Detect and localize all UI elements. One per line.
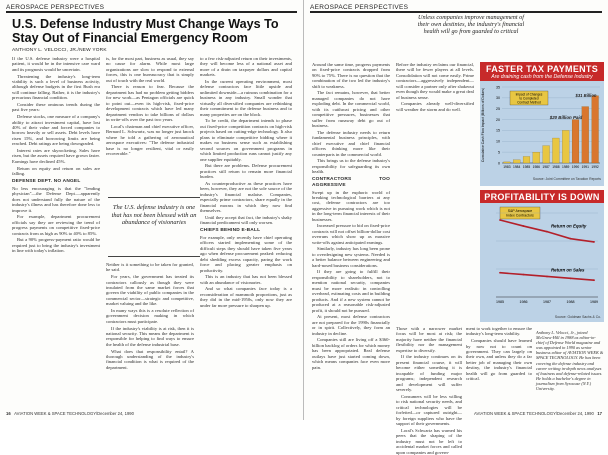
section-header xyxy=(6,3,297,13)
x-tick-label: 1986 xyxy=(519,300,528,304)
tax-payments-chart xyxy=(480,62,604,186)
paragraph: Local's chairman and chief executive officer, Bernard L. Schwartz, was no longer just knock where he told a gathering of aeronautical aerospace executives: "The defense industrial base is no longer resilient, vital or easily recoverable." xyxy=(106,123,194,157)
y-tick-label: 0 xyxy=(498,161,500,166)
paragraph: In many ways this is a resolute reflection of government decision making in which contractors must participate. xyxy=(106,308,194,324)
paragraph: To be credit, the department intends to phase out fixed-price competition contracts on high-risk projects based on cutting-edge technology. It also plans to eliminate competitive bidding where it makes no business sense such as establishing second sources on government programs in which limited production runs cannot justify any one supplier equitably. xyxy=(200,118,292,162)
x-tick-label: 1985 xyxy=(522,165,531,169)
paragraph: Increased pressure to bid on fixed-price contracts will not offset billion-dollar cost overruns which show up as massive write-offs against anticipated earnings. xyxy=(312,223,390,245)
paragraph: No less encouraging is that the "lending physician"—the Defense Dept.—apparently does not understand fully the nature of the industry's illness and has therefore done less to improve it. xyxy=(12,185,100,213)
column-2-top xyxy=(106,56,194,194)
y-tick-label: 10 xyxy=(496,139,500,144)
x-tick-label: 1991 xyxy=(581,165,589,169)
series-point xyxy=(570,277,572,279)
publication-line: AVIATION WEEK & SPACE TECHNOLOGY/December 24, 1990 xyxy=(14,411,134,416)
bar xyxy=(503,162,510,163)
series-point xyxy=(546,231,548,233)
paragraph: Swept up in the euphoric world of breaking technological barriers at any cost, defense contractors are too aggressive in pursuing work which is not in the long-term financial interests of their businesses. xyxy=(312,189,390,222)
y-tick-label: 35 xyxy=(496,85,500,90)
article-headline: U.S. Defense Industry Must Change Ways To Stay Out of Financial Emergency Room xyxy=(12,17,279,45)
series-label: Return on Equity xyxy=(551,223,587,229)
paragraph: Companies already well-diversified will weather the storm and do well. xyxy=(396,101,474,112)
page-number: 16 xyxy=(6,411,11,416)
chart-title: FASTER TAX PAYMENTS xyxy=(485,64,599,74)
x-tick-label: 1987 xyxy=(543,300,551,304)
y-tick-label: 30 xyxy=(496,96,500,101)
column-3 xyxy=(396,326,462,455)
column-2-bottom xyxy=(106,262,194,404)
paragraph: For example, only recently have chief operating officers started implementing some of the difficult steps they should have taken five years ago when defense procurement peaked: reducing debt shedding excess capacity, paring the work force and placing greater emphasis on productivity. xyxy=(200,234,292,273)
paragraph: There is reason to fear. Because the department has had no problem getting bidders for new work—as Pentagon officials are quick to point out—even its high-risk, fixed-price development contracts which have led many department vendors to take billions of dollars in write-offs over the past two years. xyxy=(106,84,194,123)
paragraph: This is an industry that has not been blessed with an abundance of visionaries. xyxy=(200,274,292,285)
paragraph: If the U.S. defense industry were a hospital patient, it would be in the intensive care ward and its prognosis would be uncertain. xyxy=(12,56,100,72)
x-tick-label: 1985 xyxy=(496,300,504,304)
paragraph: For years, the government has treated its contractors callously as though they were insulated from the same market forces that govern the viability of public companies in the commercial sector—strategic and competitive, market valuing and the like. xyxy=(106,274,194,307)
x-tick-label: 1989 xyxy=(562,165,570,169)
chart-title-band xyxy=(480,190,604,203)
paragraph: But a 90% progress-payment ratio would be required just to bring the industry's investment in line with today's inflation. xyxy=(12,237,100,254)
paragraph: Consider these ominous trends during the past five years: xyxy=(12,102,100,113)
paragraph: Around the same time, progress payments on fixed-price contracts dropped from 90% to 75%. There is no question that the combination of the two led the industry's shift to weakness. xyxy=(312,62,390,89)
section-label: AEROSPACE PERSPECTIVES xyxy=(310,4,409,11)
x-tick-label: 1986 xyxy=(532,165,540,169)
column-1 xyxy=(12,56,100,255)
annotation-paid: $20 Billion Paid xyxy=(549,115,583,120)
series-point xyxy=(546,276,548,278)
series-point xyxy=(523,274,525,276)
bar xyxy=(523,156,530,163)
paragraph: The defense industry needs to return fundamental business principles, with chief executive and chief financial officers thinking more like their counterparts in the commercial world. xyxy=(312,129,390,157)
paragraph: And so what companies face today is a reconsideration of mammoth proportions, just as they did in the mid-1950s, only now they are under far more pressure to sharpen up. xyxy=(200,286,292,308)
paragraph: Neither is it something to be taken for granted, he said. xyxy=(106,262,194,273)
bar xyxy=(513,160,520,163)
chart-title: PROFITABILITY IS DOWN xyxy=(484,192,600,202)
paragraph: Defense stocks, one measure of a company's ability to attract investment capital, have lost 40% of their value and forced companies to borrow heavily or sell assets. Debt levels have risen 15%, and borrowing limits are being reached. Debt ratings are being downgraded. xyxy=(12,114,100,147)
annotation-line: to Completed xyxy=(519,96,539,101)
column-4 xyxy=(466,326,532,406)
paragraph: Loral's Schwartz has warned his peers that the shaping of the industry must not be left to accidental market forces and called upon companies and govern- xyxy=(396,427,462,455)
series-point xyxy=(593,279,595,281)
paragraph: to a few risk-adjusted return on their investments, they will become less of a national asset and more of a drain on taxpayer dollars and capital markets. xyxy=(200,56,292,78)
x-tick-label: 1988 xyxy=(566,300,575,304)
paragraph: Return on equity and return on sales are falling. xyxy=(12,165,100,176)
annotation-line: Contract Method xyxy=(517,100,541,105)
paragraph: For example, department procurement officials say they are reviewing the trend of progress payments on competitive fixed-price contracts from as high as 90% to 40% to 85%. xyxy=(12,214,100,236)
page-footer xyxy=(6,411,297,416)
paragraph: ment to work together to ensure the industry's long-term viability. xyxy=(466,326,532,337)
y-tick-label: 5 xyxy=(498,150,500,155)
paragraph: Companies should have learned by now not to count on government. They can largely on their own, and unless they do a far better job of managing their own destiny, the industry's financial health will go from guarded to critical. xyxy=(466,338,532,382)
paragraph: Interest rates are skyrocketing. Sales have risen, but the assets required have grown faster. Earnings have declined 45%. xyxy=(12,148,100,164)
x-tick-label: 1984 xyxy=(513,165,521,169)
subheading: CHIEFS BEHIND E-BALL xyxy=(200,228,261,234)
column-2 xyxy=(396,62,474,298)
paragraph: The fact remains, however, that better managed companies do not have exploding debt. In the commercial world, with its cutthroat pricing and other competitive pressures, businesses that suffer from runaway debt go out of business. xyxy=(312,90,390,129)
column-3 xyxy=(200,56,292,404)
page-footer xyxy=(310,411,602,416)
paragraph: As counterproductive as these practices have been, however, they are not the sole source of the industry's financial malaise. Companies, especially prime contractors, share equally in the financial morass in which they now find themselves. xyxy=(200,180,292,213)
paragraph: If the industry continues on its present financial course, it will become either something it is incapable of funding major programs; independent research and development will suffer severely. xyxy=(396,354,462,393)
paragraph: Consumers will be less willing to risk national security needs, and critical technologies will be forfeited—or captured outright—by foreign suppliers who have the support of their governments. xyxy=(396,393,462,427)
series-point xyxy=(570,238,572,240)
subheading: DEFENSE DEPT. NO ANGEL xyxy=(12,178,81,184)
series-point xyxy=(593,241,595,243)
y-axis-label: Cumulative Cash Flow Impact (Billions of Dollars) xyxy=(481,87,485,163)
paragraph: But there are problems. Defense procurement practices still return to remain more financial burden. xyxy=(200,163,292,180)
tax-payments-plot xyxy=(480,81,604,177)
legend-line: Index Contractors xyxy=(506,213,534,218)
profitability-chart xyxy=(480,190,604,322)
chart-subtitle: Are draining cash from the Defense Industry xyxy=(491,74,593,80)
y-tick-label: 15 xyxy=(496,128,500,133)
paragraph: What does that responsibility entail? A thorough understanding of the industry's financial condition is what is required of the department. xyxy=(106,348,194,370)
series-point xyxy=(499,272,501,274)
bar xyxy=(533,152,540,163)
chart-source: Source: Joint Committee on Taxation Reports xyxy=(532,177,601,181)
series-point xyxy=(499,219,501,221)
paragraph: Similarly, industry has long been prone to overdesigning new systems. Needed is a better balance between engineering and hard-nosed business considerations. xyxy=(312,246,390,268)
section-header xyxy=(310,3,602,13)
bar xyxy=(562,130,569,163)
bar xyxy=(543,146,550,163)
bar xyxy=(572,120,579,163)
paragraph: In the current operating environment, most defense contractors face little upside and unlimited downside—a ruinous combination for a business in any industry. Small wonder that virtually all diversified companies are rethinking their commitment to the defense business and to many properties are on the block. xyxy=(200,79,292,117)
series-point xyxy=(523,225,525,227)
y-tick-label: 25 xyxy=(496,107,500,112)
left-page xyxy=(0,0,304,420)
paragraph: At present, most defense contractors are not prepared for the 1990s financially or in spirit. Collectively, they form an industry in decline. xyxy=(312,314,390,336)
pull-quote: Unless companies improve management of their own destinies, the industry's financial health will go from guarded to critical xyxy=(417,14,525,36)
paragraph: Threatening the industry's long-term viability is such a level of business activity, although defense budgets in the first Bush era will continue falling. Rather, it is the industry's precarious financial condition. xyxy=(12,73,100,101)
pull-quote: The U.S. defense industry is one that has not been blessed with an abundance of visionaries xyxy=(108,197,200,257)
chart-title-band xyxy=(480,62,604,81)
paragraph: Those with a narrower market focus will be most at risk; the majority have neither the financial flexibility nor the management expertise to diversify. xyxy=(396,326,462,353)
profitability-plot xyxy=(480,203,604,315)
subheading: CONTRACTORS TOO AGGRESSIVE xyxy=(312,177,390,188)
paragraph: If the industry's viability is at risk, then it is national security. This means the department is responsible for helping to find ways to ensure the health of the defense industrial base. xyxy=(106,325,194,347)
x-tick-label: 1992 xyxy=(591,165,599,169)
paragraph: is, for the most part, business as usual, they say no cause for alarm. While most large organizations are slow to respond to external forces, this is one bureaucracy that is simply out of touch with the real world. xyxy=(106,56,194,83)
byline: ANTHONY L. VELOCCI, JR./NEW YORK xyxy=(12,48,107,53)
legend-line: S&P Aerospace xyxy=(507,209,533,213)
right-page xyxy=(304,0,608,455)
series-label: Return on Sales xyxy=(551,267,585,273)
paragraph: If they are going to fulfill their responsibility to shareholders, not to mention national security, companies must be more realistic in controlling overhead, estimating costs and in building products. And if a new system cannot be produced at a reasonable risk-adjusted profit, it should not be pursued. xyxy=(312,269,390,313)
y-tick-label: 20 xyxy=(496,117,500,122)
publication-line: AVIATION WEEK & SPACE TECHNOLOGY/December 24, 1990 xyxy=(474,411,594,416)
chart-source: Source: Goldman Sachs & Co. xyxy=(554,315,601,319)
annotation-total: $31 Billion xyxy=(575,93,597,98)
paragraph: Companies still are living off a $360-billion backlog of orders for which money has been appropriated. Real defense outlays have just started coming down, which means companies face even more pain. xyxy=(312,337,390,370)
column-1 xyxy=(312,62,390,406)
bar xyxy=(592,96,599,163)
bar xyxy=(582,107,589,163)
x-tick-label: 1990 xyxy=(571,165,580,169)
author-bio: Anthony L. Velocci, Jr., joined McGraw-Hill in 1988 as editor-in-chief of Defense World magazine and was appointed in 1990 as senior business editor of AVIATION WEEK & SPACE TECHNOLOGY. He has been covering the defense industry and career writing in-depth news analyses of business and defense-related issues. He holds a bachelor's degree in journalism from Syracuse (N.Y.) University. xyxy=(536,330,604,392)
bar xyxy=(552,138,559,163)
section-label: AEROSPACE PERSPECTIVES xyxy=(6,4,105,11)
x-tick-label: 1987 xyxy=(542,165,550,169)
annotation-line: Impact of Changes xyxy=(515,92,543,97)
x-tick-label: 1988 xyxy=(552,165,560,169)
paragraph: This brings us to the defense industry's responsibility for safeguarding its own health. xyxy=(312,158,390,175)
page-number: 17 xyxy=(597,411,602,416)
paragraph: Until they accept that fact, the industry's shaky financial predicament will only worsen. xyxy=(200,214,292,226)
x-tick-label: 1983 xyxy=(503,165,511,169)
paragraph: Before the industry reclaims our financial, there will be fewer players at all levels. Consolidation will not come easily. Prime contractors—aggressively independent—will consider a partner only after shakeout even though they would make a great deal of business sense. xyxy=(396,62,474,100)
x-tick-label: 1989 xyxy=(590,300,598,304)
